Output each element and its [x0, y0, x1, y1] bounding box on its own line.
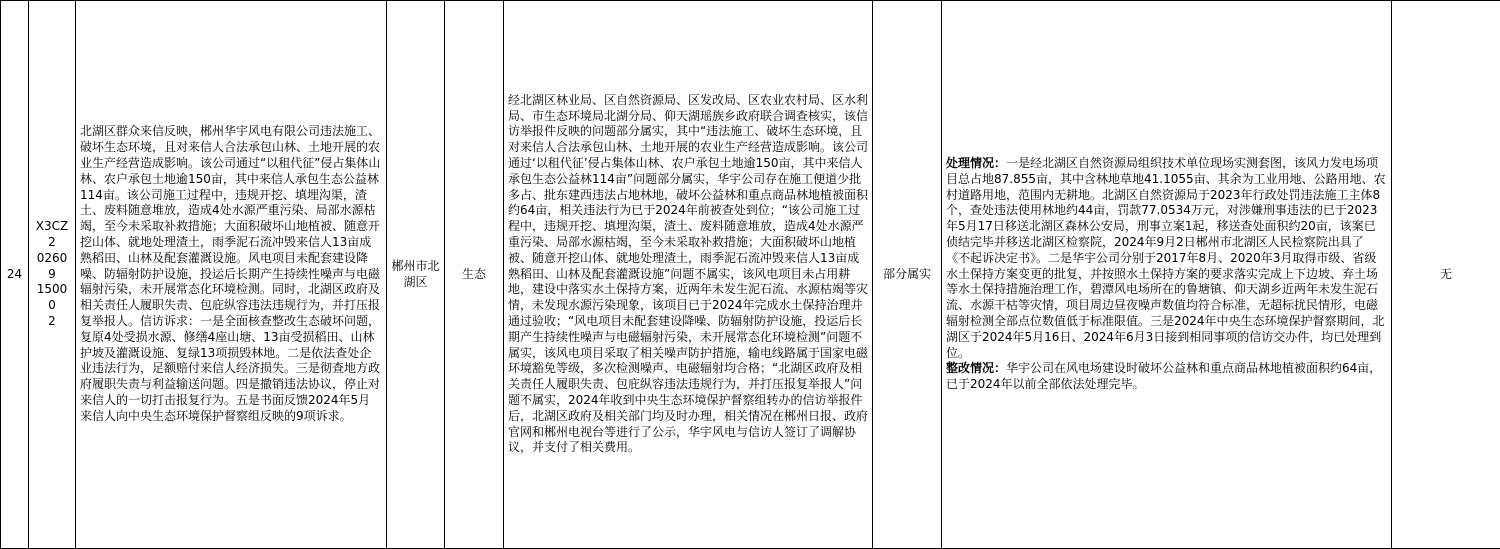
investigation-text: 经北湖区林业局、区自然资源局、区发改局、区农业农村局、区水利局、市生态环境局北湖分局、仰天湖瑶族乡政府联合调查核实，该信访举报件反映的问题部分属实，其中“违法施工、破坏生态环境，且对来信人合法承包山林、土地开展的农业生产经营造成影响。该公司通过‘以租代征’侵占集体山林、农户承包土地逾150亩，其中来信人承包生态公益林114亩”问题部分属实，华宇公司存在施工便道少批多占、批东建西违法占地林地，破坏公益林和重点商品林地植被面积约64亩，相关违法行为已于2024年前被查处到位；“该公司施工过程中，违规开挖、填埋沟渠，渣土、废料随意堆放，造成4处水源严重污染、局部水源枯竭，至今未采取补救措施；大面积破坏山地植被、随意开挖山体、就地处理渣土，雨季泥石流冲毁来信人13亩成熟稻田、山林及配套灌溉设施”问题不属实，该风电项目未占用耕地，建设中落实水土保持方案，近两年未发生泥石流、水源枯竭等灾情，未发现水源污染现象，该项目已于2024年完成水土保持治理并通过验收；“风电项目未配套建设降噪、防辐射防护设施，投运后长期产生持续性噪声与电磁辐射污染，未开展常态化环境检测”问题不属实，该风电项目采取了相关噪声防护措施，输电线路属于国家电磁环境豁免等级，多次检测噪声、电磁辐射均合格；“北湖区政府及相关责任人履职失责、包庇纵容违法违规行为，并打压报复举报人”问题不属实，2024年收到中央生态环境保护督察组转办的信访举报件后，北湖区政府及相关部门均及时办理，相关情况在郴州日报、政府官网和郴州电视台等进行了公示，华宇风电与信访人签订了调解协议，并支付了相关费用。: [508, 92, 869, 455]
id-line: X3CZ2: [35, 219, 69, 249]
handling-label: 处理情况：: [946, 156, 1007, 171]
id-line: 2: [48, 313, 56, 328]
investigation-cell: [504, 1, 873, 549]
handling-text: 一是经北湖区自然资源局组织技术单位现场实测套图，该风力发电场项目总占地87.855亩，其中含林地草地41.1055亩、其余为工业用地、公路用地、农村道路用地，范围内无耕地。北湖区自然资源局于2023年行政处罚违法施工主体8个，查处违法使用林地约44亩，罚款77.0534万元，对涉嫌刑事违法的已于2023年5月17日移送北湖区森林公安局，刑事立案1起，移送查处面积约20亩，该案已侦结完毕并移送北湖区检察院，2024年9月2日郴州市北湖区人民检察院出具了《不起诉决定书》。二是华宇公司分别于2017年8月、2020年3月取得市级、省级水土保持方案变更的批复，并按照水土保持方案的要求落实完成上下边坡、弃土场等水土保持措施治理工作，碧潭风电场所在的鲁塘镇、仰天湖乡近两年未发生泥石流、水源干枯等灾情，项目周边昼夜噪声数值均符合标准，无超标扰民情形，电磁辐射检测全部点位数值低于标准限值。三是2024年中央生态环境保护督察期间，北湖区于2024年5月16日、2024年6月3日接到相同事项的信访交办件，均已处理到位。: [946, 156, 1386, 360]
rectify-text: 华宇公司在风电场建设时破坏公益林和重点商品林地植被面积约64亩，已于2024年以前全部依法处理完毕。: [946, 361, 1382, 392]
id-line: 02609: [36, 250, 68, 281]
category-cell: [445, 1, 504, 549]
region-text: 郴州市北湖区: [391, 258, 440, 289]
complaint-text: 北湖区群众来信反映，郴州华宇风电有限公司违法施工、破坏生态环境，且对来信人合法承包山林、土地开展的农业生产经营造成影响。该公司通过“以租代征”侵占集体山林、农户承包土地逾150亩，其中来信人承包生态公益林114亩。该公司施工过程中，违规开挖、填埋沟渠，渣土、废料随意堆放，造成4处水源严重污染、局部水源枯竭，至今未采取补救措施；大面积破坏山地植被、随意开挖山体、就地处理渣土，雨季泥石流冲毁来信人13亩成熟稻田、山林及配套灌溉设施。风电项目未配套建设降噪、防辐射防护设施，投运后长期产生持续性噪声与电磁辐射污染，未开展常态化环境检测。同时，北湖区政府及相关责任人履职失责、包庇纵容违法违规行为，并打压报复举报人。信访诉求：一是全面核查整改生态破坏问题，复原4处受损水源、修缮4座山塘、13亩受损稻田、山林护坡及灌溉设施、复绿13项损毁林地。二是依法查处企业违法行为，足额赔付来信人经济损失。三是彻查地方政府履职失责与利益输送问题。四是撤销违法协议，停止对来信人的一切打击报复行为。五是书面反馈2024年5月来信人向中央生态环境保护督察组反映的9项诉求。: [80, 124, 381, 423]
id-line: 15000: [36, 282, 68, 313]
region-cell: [387, 1, 445, 549]
category-text: 生态: [461, 266, 486, 281]
rectify-block: [946, 361, 1387, 393]
seq-number: 24: [6, 266, 23, 281]
handling-block: [946, 156, 1387, 361]
handling-cell: [942, 1, 1392, 549]
table-row: [1, 1, 1500, 549]
verdict-text: 部分属实: [882, 266, 931, 281]
verdict-cell: [873, 1, 942, 549]
seq-cell: [1, 1, 29, 549]
rectify-label: 整改情况：: [946, 361, 1007, 376]
id-cell: [29, 1, 76, 549]
accountability-cell: [1392, 1, 1500, 549]
accountability-text: 无: [1439, 266, 1452, 281]
complaint-cell: [76, 1, 387, 549]
